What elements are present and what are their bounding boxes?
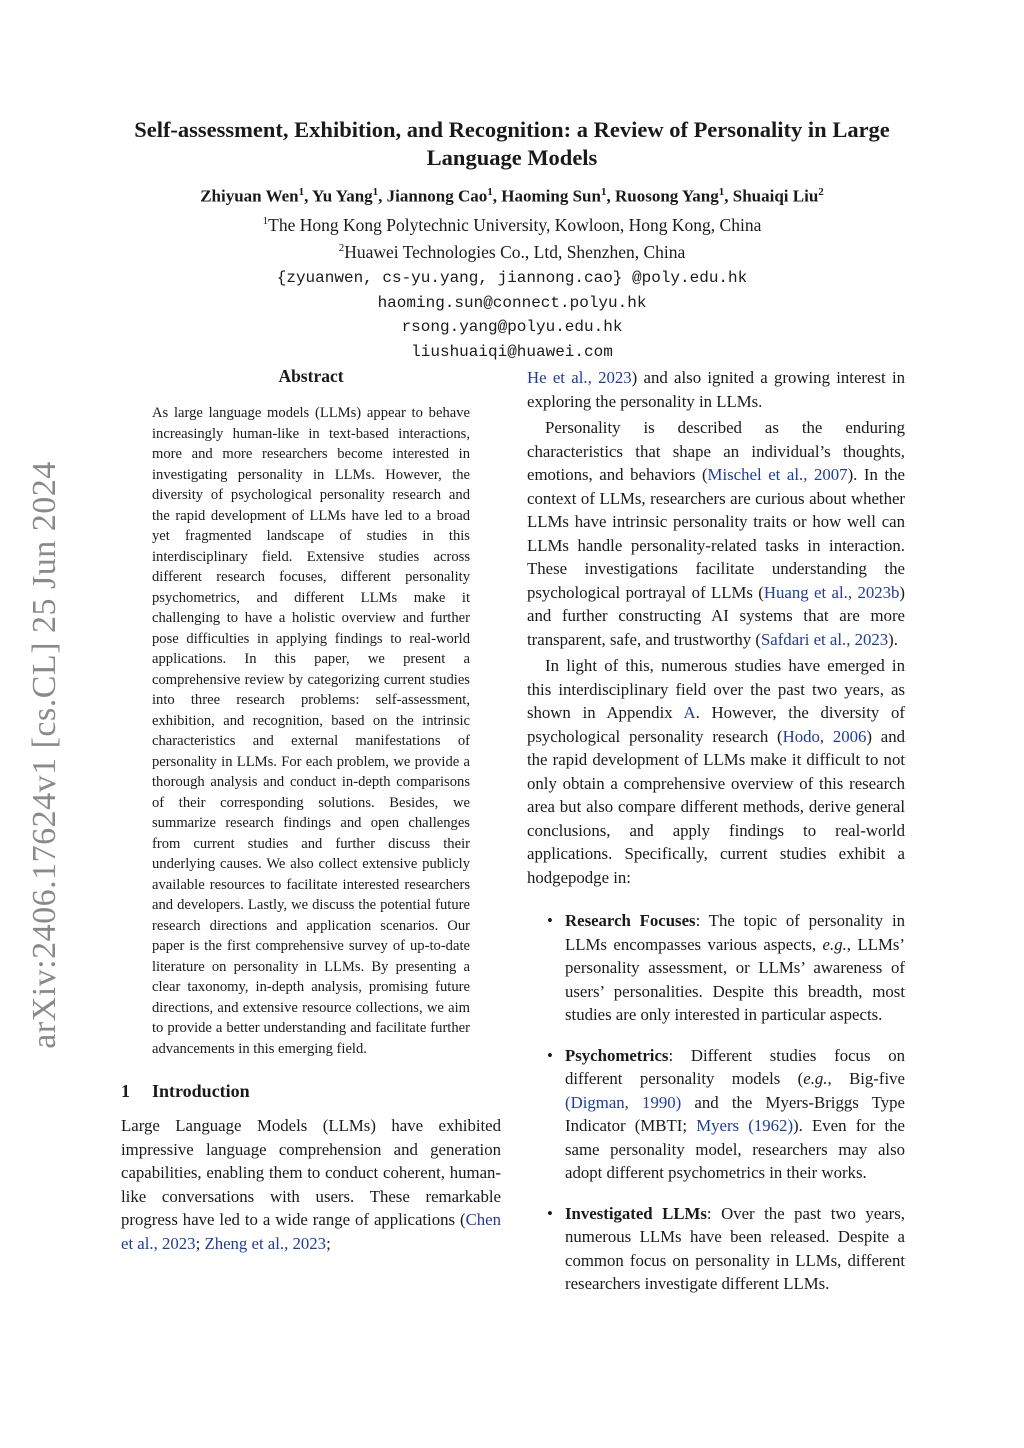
author-affiliation-mark: 1: [487, 186, 493, 198]
bullet-icon: •: [547, 1203, 553, 1223]
author-name: Zhiyuan Wen: [200, 186, 299, 206]
author-name: Ruosong Yang: [614, 186, 719, 206]
paragraph-text: ) and the rapid development of LLMs make it difficult to not only obtain a comprehensive overview of this research area but also compare different methods, derive general conclusions, and apply findings to real-world applications. Specifically, current studies exhibit a hodgepodge in:: [527, 726, 905, 887]
author-affiliation-mark: 2: [818, 186, 824, 198]
affiliation-1: [112, 209, 912, 237]
paragraph-text: ). In the context of LLMs, researchers are curious about whether LLMs have intrinsic personality traits or how well can LLMs handle personality-related tasks in interaction. These investigations facilitate understanding the psychological portrayal of LLMs (: [527, 465, 906, 602]
paragraph-text: ;: [326, 1233, 331, 1253]
paragraph-light-of-this: [527, 654, 905, 889]
appendix-link[interactable]: A: [683, 703, 696, 722]
paragraph-text: ) and further constructing AI systems that are more transparent, safe, and trustworthy (: [527, 582, 906, 649]
paragraph-text: : The topic of personality in LLMs encompasses various aspects,: [565, 911, 905, 954]
list-item-term: Psychometrics: [565, 1045, 669, 1065]
paragraph-text: , LLMs’ personality assessment, or LLMs’ awareness of users’ personalities. Despite this breadth, most studies are only interested in particular aspects.: [565, 934, 905, 1024]
affiliation-mark: 1: [262, 214, 269, 227]
list-item: [527, 909, 905, 1027]
author-name: Yu Yang: [312, 186, 373, 206]
continued-paragraph: [527, 366, 905, 413]
author-name: Shuaiqi Liu: [732, 186, 819, 206]
section-number: 1: [121, 1081, 130, 1101]
email-line: liushuaiqi@huawei.com: [411, 342, 613, 361]
affiliation-mark: 2: [338, 242, 345, 255]
intro-paragraph: [121, 1114, 501, 1256]
paragraph-text: ) and also ignited a growing interest in exploring the personality in LLMs.: [527, 368, 906, 411]
paper-header: [112, 116, 912, 364]
bullet-icon: •: [547, 911, 553, 930]
paragraph-text: : Over the past two years, numerous LLMs have been released. Despite a common focus on personality in LLMs, different researchers investigate different LLMs.: [565, 1203, 905, 1293]
left-column: [121, 366, 501, 1256]
paragraph-text: ). Even for the same personality model, researchers may also adopt different psychometrics in their works.: [565, 1116, 905, 1182]
paragraph-personality: [527, 416, 905, 651]
author-affiliation-mark: 1: [298, 186, 305, 198]
emphasis-text: e.g.: [822, 934, 847, 954]
affiliation-2: [112, 236, 912, 264]
citation-link[interactable]: Chen et al., 2023: [121, 1210, 501, 1253]
paragraph-text: ).: [888, 629, 898, 649]
email-line: haoming.sun@connect.polyu.hk: [377, 293, 647, 312]
citation-link[interactable]: Myers: [696, 1116, 740, 1135]
paragraph-text: Large Language Models (LLMs) have exhibited impressive language comprehension and generation capabilities, enabling them to conduct coherent, human-like conversations with users. These remarkable progress have led to a wide range of applications (: [121, 1116, 501, 1230]
paragraph-text: , Big-five: [827, 1069, 905, 1088]
right-column: [527, 366, 905, 1313]
paragraph-text: . However, the diversity of psychological personality research (: [527, 703, 905, 746]
list-item: [527, 1202, 905, 1296]
paragraph-text: Personality is described as the enduring characteristics that shape an individual’s thoughts, emotions, and behaviors (: [527, 418, 905, 484]
paragraph-text: and the Myers-Briggs Type Indicator (MBTI;: [565, 1092, 905, 1135]
challenge-list: [527, 909, 905, 1296]
email-line: rsong.yang@polyu.edu.hk: [401, 318, 623, 337]
list-item-term: Investigated LLMs: [565, 1203, 707, 1223]
abstract-body: As large language models (LLMs) appear to behave increasingly human-like in text-based interactions, more and more researchers become interested in investigating personality in LLMs. However, the diversity of psychological personality research and the rapid development of LLMs have led to a broad yet fragmented landscape of studies in this interdisciplinary field. Extensive studies across different research focuses, different personality psychometrics, and different LLMs make it challenging to have a holistic overview and further pose difficulties in applying findings to real-world applications. In this paper, we present a comprehensive review by categorizing current studies into three research problems: self-assessment, exhibition, and recognition, based on the intrinsic characteristics and external manifestations of personality in LLMs. For each problem, we provide a thorough analysis and conduct in-depth comparisons of their corresponding solutions. Besides, we summarize research findings and open challenges from current studies and further discuss their underlying causes. We also collect extensive publicly available resources to facilitate interested researchers and developers. Lastly, we discuss the potential future research directions and application scenarios. Our paper is the first comprehensive survey of up-to-date literature on personality in LLMs. By presenting a clear taxonomy, in-depth analysis, promising future directions, and extensive resource collections, we aim to provide a better understanding and facilitate further advancements in this emerging field.: [152, 405, 470, 1057]
paragraph-text: [739, 1116, 748, 1135]
author-list: Zhiyuan Wen$^1$, Yu Yang$^1$, Jiannong Cao$^1$, Haoming Sun$^1$, Ruosong Yang$^1$, Shuaiqi Liu$^2$: [200, 186, 824, 206]
section-heading-introduction: [121, 1081, 501, 1102]
citation-link[interactable]: Huang et al., 2023b: [763, 582, 900, 602]
author-name: Haoming Sun: [501, 186, 601, 206]
citation-link[interactable]: (Digman, 1990): [565, 1092, 682, 1112]
bullet-icon: •: [547, 1045, 553, 1065]
arxiv-identifier: arXiv:2406.17624v1 [cs.CL] 25 Jun 2024: [26, 461, 63, 1049]
paragraph-text: ;: [195, 1233, 205, 1253]
section-title: Introduction: [152, 1081, 250, 1101]
citation-link[interactable]: Zheng et al., 2023: [204, 1233, 327, 1253]
citation-link[interactable]: (1962): [748, 1116, 794, 1135]
arxiv-sidebar-stamp: [22, 455, 68, 1055]
citation-link[interactable]: Hodo, 2006: [782, 726, 867, 746]
affiliation-text: Huawei Technologies Co., Ltd, Shenzhen, China: [344, 242, 686, 263]
list-item-term: Research Focuses: [565, 911, 696, 930]
author-affiliation-mark: 1: [372, 186, 379, 198]
paragraph-text: : Different studies focus on different personality models (: [565, 1045, 905, 1088]
emphasis-text: e.g.: [803, 1069, 828, 1088]
citation-link[interactable]: Mischel et al., 2007: [707, 465, 848, 484]
list-item: [527, 1044, 905, 1185]
email-line: {zyuanwen, cs-yu.yang, jiannong.cao} @poly.edu.hk: [276, 269, 748, 288]
paper-title: Self-assessment, Exhibition, and Recognition: a Review of Personality in Large Language Models: [134, 117, 890, 170]
author-name: Jiannong Cao: [386, 186, 488, 206]
citation-link[interactable]: He et al., 2023: [527, 368, 632, 387]
abstract-heading: Abstract: [278, 366, 344, 386]
author-affiliation-mark: 1: [600, 186, 607, 198]
paragraph-text: In light of this, numerous studies have emerged in this interdisciplinary field over the past two years, as shown in Appendix: [527, 656, 905, 722]
author-affiliation-mark: 1: [718, 186, 725, 198]
affiliation-text: The Hong Kong Polytechnic University, Kowloon, Hong Kong, China: [268, 214, 762, 235]
citation-link[interactable]: Safdari et al., 2023: [760, 629, 889, 649]
